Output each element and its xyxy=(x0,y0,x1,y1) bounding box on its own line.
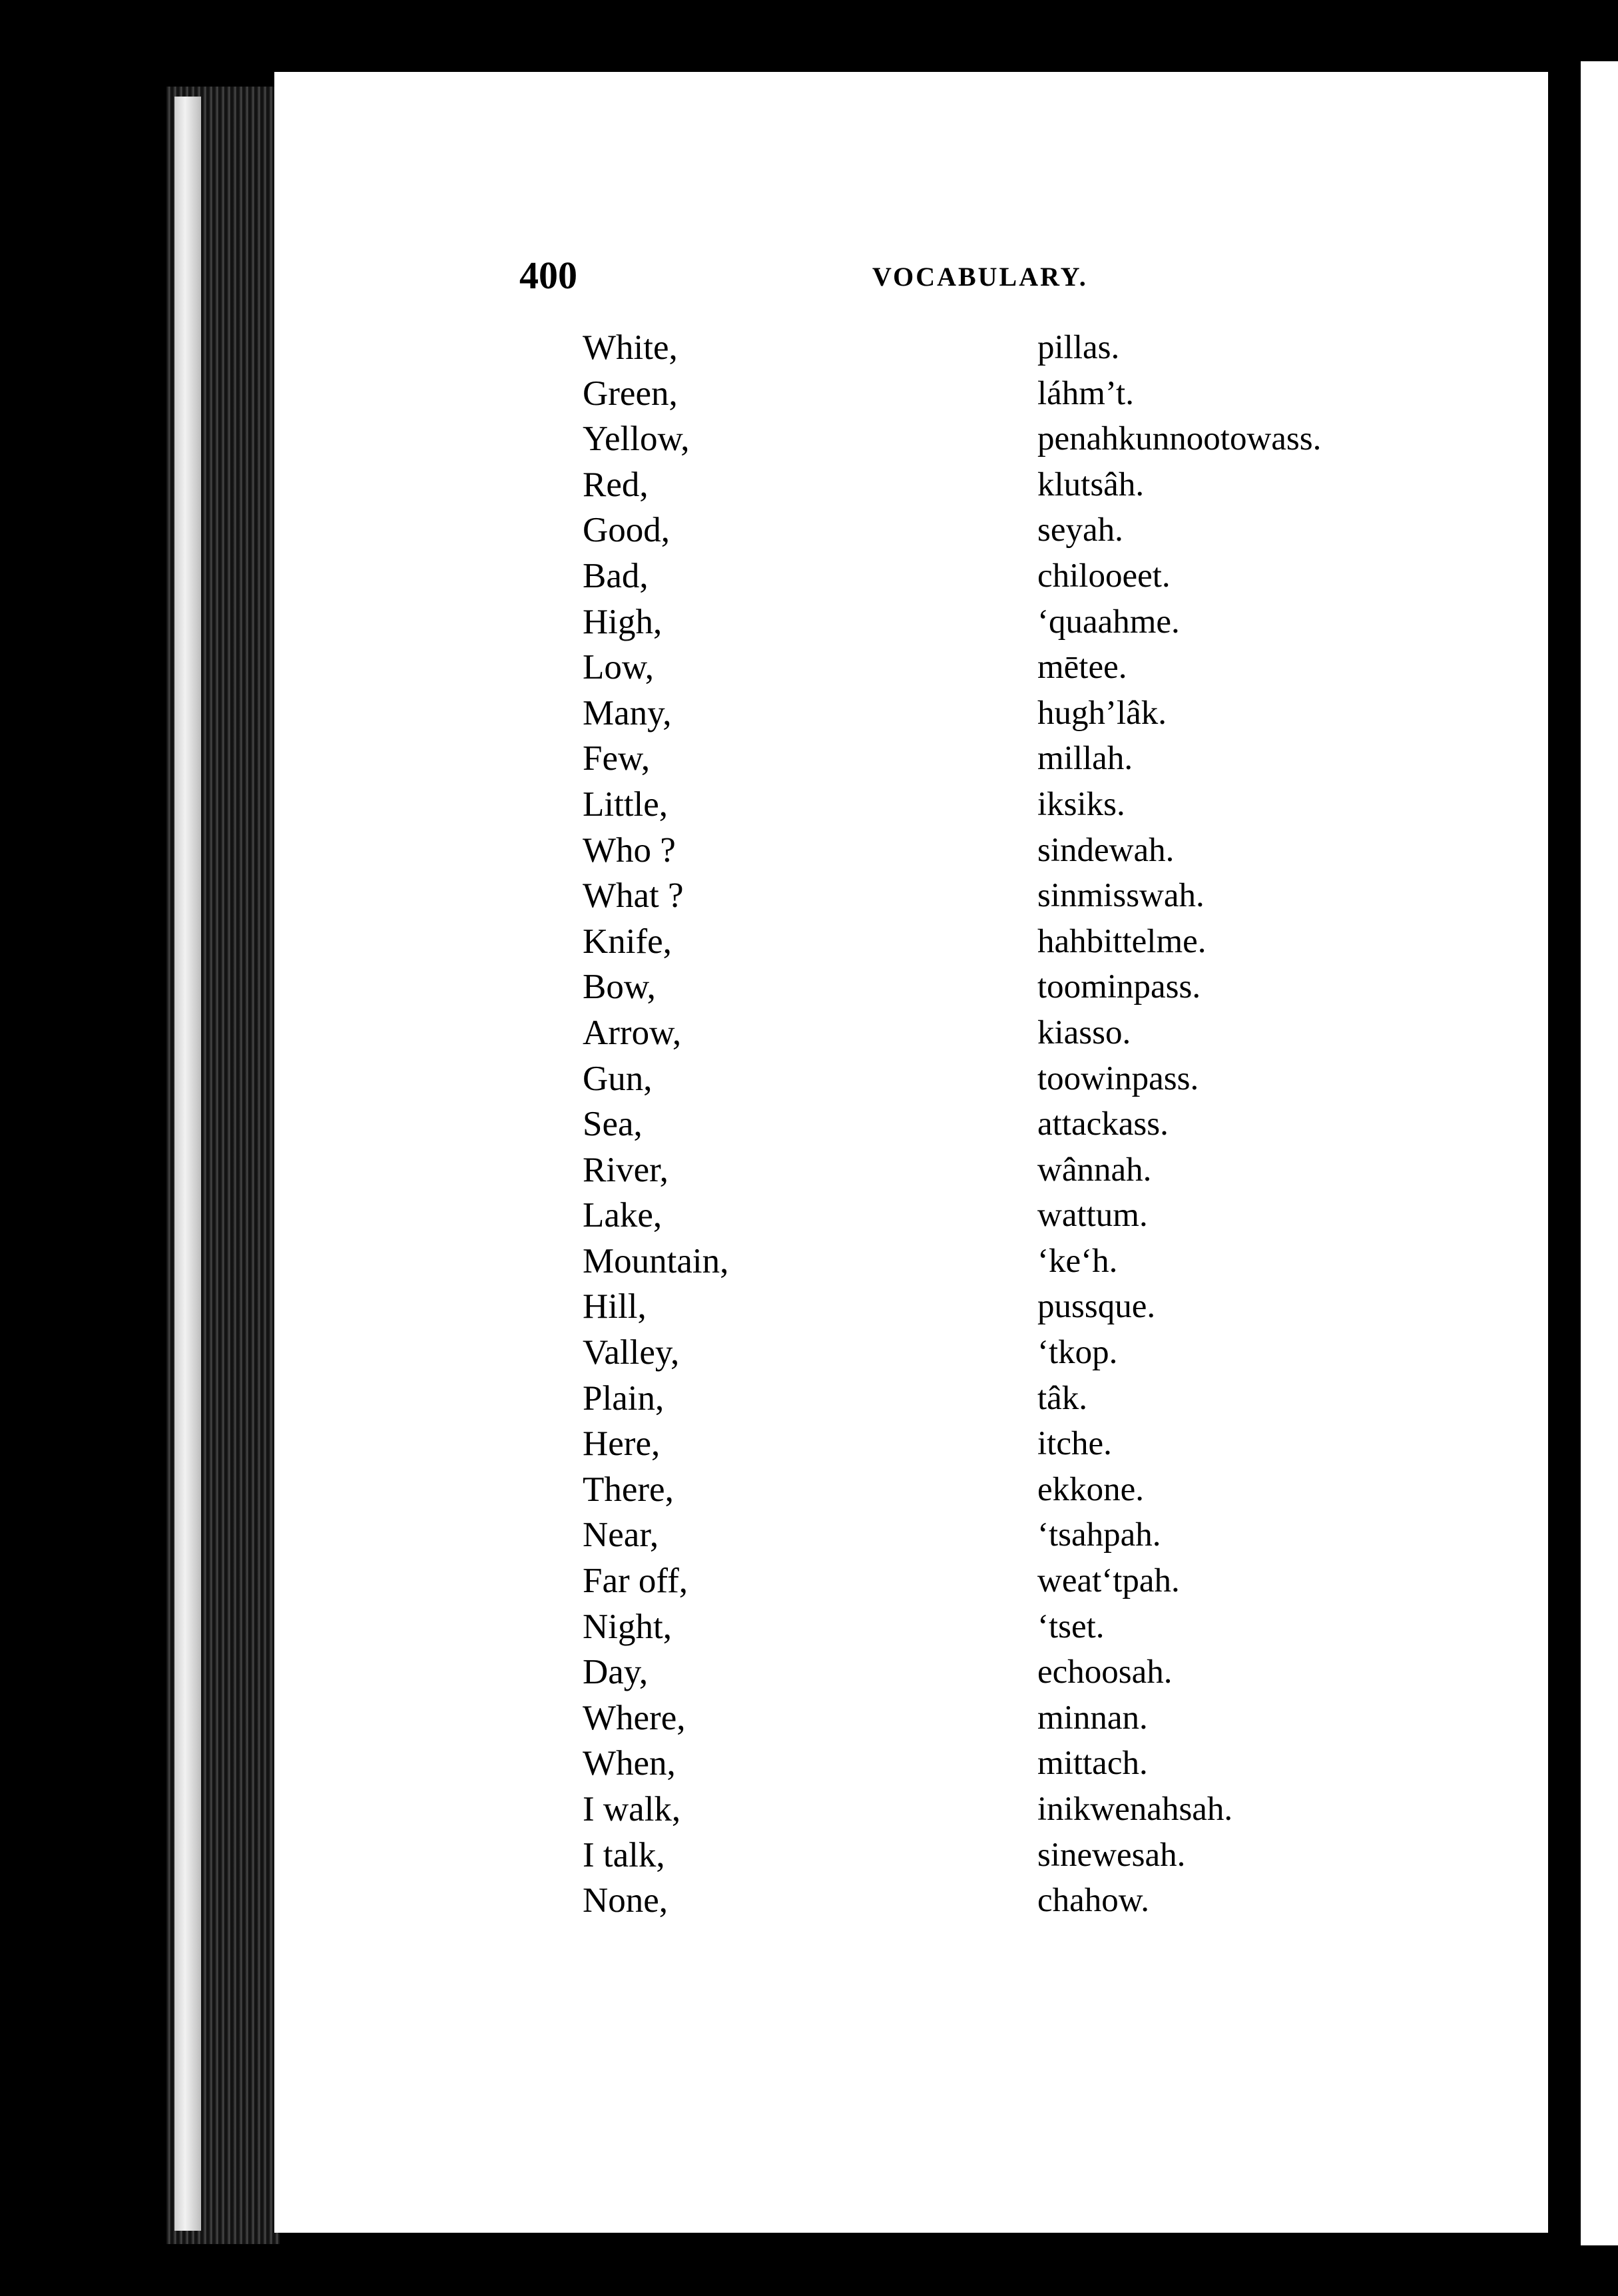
english-term: Gun, xyxy=(583,1059,653,1098)
vocab-entry xyxy=(0,1421,1618,1467)
native-translation: ekkone. xyxy=(1037,1470,1145,1508)
english-term: Mountain, xyxy=(583,1241,729,1281)
native-translation: attackass. xyxy=(1037,1105,1169,1143)
english-term: Red, xyxy=(583,465,649,504)
english-term: Few, xyxy=(583,739,651,778)
vocab-entry xyxy=(0,1787,1618,1833)
native-translation: seyah. xyxy=(1037,511,1123,549)
native-translation: láhm’t. xyxy=(1037,374,1134,412)
native-translation: ‘tkop. xyxy=(1037,1334,1118,1372)
english-term: Where, xyxy=(583,1698,686,1737)
english-term: Who ? xyxy=(583,830,676,870)
vocab-entry xyxy=(0,964,1618,1010)
english-term: Arrow, xyxy=(583,1013,682,1052)
english-term: Plain, xyxy=(583,1378,665,1418)
vocab-entry xyxy=(0,1512,1618,1558)
english-term: There, xyxy=(583,1470,674,1509)
vocab-entry xyxy=(0,1467,1618,1513)
native-translation: toowinpass. xyxy=(1037,1059,1199,1097)
english-term: I walk, xyxy=(583,1790,681,1829)
vocab-entry xyxy=(0,553,1618,599)
vocab-entry xyxy=(0,507,1618,553)
vocab-entry xyxy=(0,1558,1618,1604)
vocab-entry xyxy=(0,325,1618,371)
english-term: Little, xyxy=(583,784,669,824)
vocab-entry xyxy=(0,1741,1618,1787)
english-term: Yellow, xyxy=(583,420,690,459)
english-term: Good, xyxy=(583,511,671,550)
vocab-entry xyxy=(0,1284,1618,1330)
native-translation: toominpass. xyxy=(1037,968,1201,1006)
native-translation: klutsâh. xyxy=(1037,465,1145,503)
native-translation: pillas. xyxy=(1037,329,1120,366)
native-translation: itche. xyxy=(1037,1425,1112,1463)
english-term: Sea, xyxy=(583,1105,643,1144)
native-translation: millah. xyxy=(1037,740,1133,778)
vocab-entry xyxy=(0,1010,1618,1056)
vocabulary-list xyxy=(0,325,1618,1924)
english-term: High, xyxy=(583,602,663,641)
vocab-entry xyxy=(0,1147,1618,1193)
native-translation: hahbittelme. xyxy=(1037,922,1207,960)
english-term: Near, xyxy=(583,1516,659,1555)
native-translation: ‘tset. xyxy=(1037,1607,1105,1645)
vocab-entry xyxy=(0,1239,1618,1285)
vocab-entry xyxy=(0,1604,1618,1650)
native-translation: chilooeet. xyxy=(1037,557,1171,595)
vocab-entry xyxy=(0,691,1618,736)
native-translation: penahkunnootowass. xyxy=(1037,420,1322,458)
english-term: None, xyxy=(583,1881,669,1920)
english-term: When, xyxy=(583,1744,676,1783)
native-translation: wattum. xyxy=(1037,1197,1148,1235)
native-translation: sinmisswah. xyxy=(1037,877,1205,915)
english-term: Hill, xyxy=(583,1287,647,1326)
native-translation: wânnah. xyxy=(1037,1151,1152,1189)
english-term: Day, xyxy=(583,1653,649,1692)
native-translation: kiasso. xyxy=(1037,1013,1131,1051)
vocab-entry xyxy=(0,736,1618,782)
english-term: Low, xyxy=(583,648,654,687)
native-translation: ‘quaahme. xyxy=(1037,603,1180,641)
english-term: Lake, xyxy=(583,1196,663,1235)
vocab-entry xyxy=(0,1101,1618,1147)
native-translation: tâk. xyxy=(1037,1379,1088,1417)
english-term: Many, xyxy=(583,693,672,732)
vocab-entry xyxy=(0,1056,1618,1102)
native-translation: mētee. xyxy=(1037,649,1127,687)
vocab-entry xyxy=(0,1878,1618,1924)
vocab-entry xyxy=(0,873,1618,919)
native-translation: ‘tsahpah. xyxy=(1037,1516,1161,1554)
vocab-entry xyxy=(0,1376,1618,1422)
english-term: I talk, xyxy=(583,1835,665,1874)
vocab-entry xyxy=(0,645,1618,691)
english-term: What ? xyxy=(583,876,684,916)
vocab-entry xyxy=(0,828,1618,874)
page-number: 400 xyxy=(519,254,577,297)
vocab-entry xyxy=(0,1695,1618,1741)
english-term: Far off, xyxy=(583,1562,688,1601)
native-translation: sinewesah. xyxy=(1037,1836,1186,1874)
english-term: River, xyxy=(583,1150,669,1189)
running-head: VOCABULARY. xyxy=(872,262,1088,292)
native-translation: pussque. xyxy=(1037,1288,1156,1326)
english-term: Bow, xyxy=(583,968,656,1007)
native-translation: echoosah. xyxy=(1037,1653,1173,1691)
vocab-entry xyxy=(0,371,1618,417)
native-translation: mittach. xyxy=(1037,1745,1148,1783)
english-term: Here, xyxy=(583,1424,661,1464)
english-term: Bad, xyxy=(583,556,649,595)
native-translation: hugh’lâk. xyxy=(1037,694,1167,732)
native-translation: sindewah. xyxy=(1037,831,1175,869)
native-translation: ‘ke‘h. xyxy=(1037,1242,1118,1280)
vocab-entry xyxy=(0,1833,1618,1878)
vocab-entry xyxy=(0,1330,1618,1376)
vocab-entry xyxy=(0,1649,1618,1695)
english-term: Green, xyxy=(583,374,678,413)
vocab-entry xyxy=(0,462,1618,508)
vocab-entry xyxy=(0,919,1618,965)
native-translation: weat‘tpah. xyxy=(1037,1562,1180,1600)
native-translation: inikwenahsah. xyxy=(1037,1791,1233,1828)
vocab-entry xyxy=(0,416,1618,462)
english-term: Knife, xyxy=(583,922,672,961)
vocab-entry xyxy=(0,599,1618,645)
english-term: Night, xyxy=(583,1607,672,1646)
english-term: White, xyxy=(583,328,678,367)
native-translation: iksiks. xyxy=(1037,785,1125,823)
native-translation: chahow. xyxy=(1037,1882,1150,1920)
vocab-entry xyxy=(0,1193,1618,1239)
native-translation: minnan. xyxy=(1037,1699,1148,1737)
vocab-entry xyxy=(0,782,1618,828)
english-term: Valley, xyxy=(583,1333,680,1372)
